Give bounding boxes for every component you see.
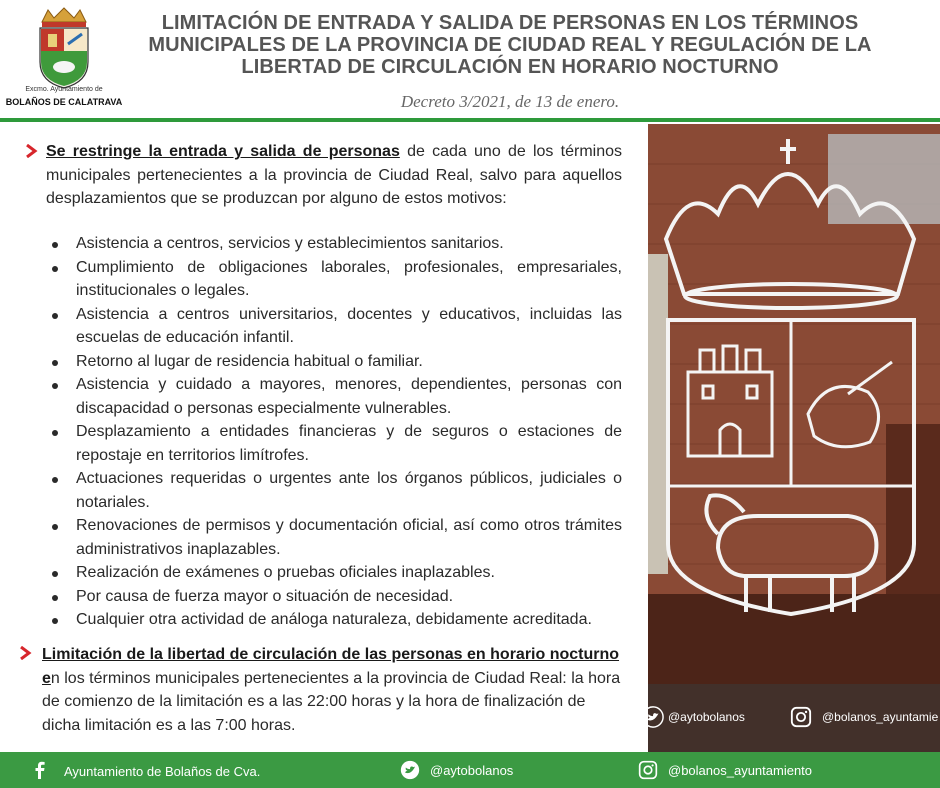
- list-item: Actuaciones requeridas o urgentes ante los órganos públicos, judiciales o notariales.: [46, 467, 622, 514]
- instagram-link[interactable]: @bolanos_ayuntamiento: [668, 763, 813, 778]
- town-hall-photo: [648, 124, 940, 752]
- title-line: MUNICIPALES DE LA PROVINCIA DE CIUDAD REAL Y REGULACIÓN DE LA: [148, 34, 872, 56]
- title-line: LIBERTAD DE CIRCULACIÓN EN HORARIO NOCTURNO: [241, 56, 779, 78]
- main-content: [0, 124, 648, 752]
- list-item: Por causa de fuerza mayor o situación de necesidad.: [46, 585, 622, 609]
- list-item: Retorno al lugar de residencia habitual o familiar.: [46, 350, 622, 374]
- footer: [0, 752, 940, 788]
- restriction-paragraph: [46, 140, 622, 211]
- curfew-heading: Limitación de la libertad de circulación de las personas en horario nocturno e: [42, 646, 620, 687]
- restriction-heading: Se restringe la entrada y salida de personas: [46, 143, 400, 160]
- logo-caption: Excmo. Ayuntamiento de: [25, 86, 103, 93]
- chevron-right-icon: [18, 646, 32, 660]
- list-item: Asistencia y cuidado a mayores, menores, dependientes, personas con discapacidad o personas especialmente vulnerables.: [46, 373, 622, 420]
- decree-subtitle: Decreto 3/2021, de 13 de enero.: [400, 92, 620, 111]
- list-item: Realización de exámenes o pruebas oficiales inaplazables.: [46, 561, 622, 585]
- header: [0, 0, 940, 120]
- list-item: Asistencia a centros universitarios, docentes y educativos, incluidas las escuelas de educación infantil.: [46, 303, 622, 350]
- curfew-paragraph: [42, 643, 622, 737]
- restriction-text: de cada uno de los términos municipales pertenecientes a la provincia de Ciudad Real, salvo para aquellos desplazamientos que se produzcan por alguno de estos motivos:: [46, 143, 622, 207]
- municipality-name: BOLAÑOS DE CALATRAVA: [5, 97, 123, 107]
- instagram-icon: [790, 706, 812, 728]
- photo-twitter-handle: @aytobolanos: [668, 710, 745, 724]
- twitter-icon[interactable]: [400, 760, 420, 780]
- photo-instagram-handle: @bolanos_ayuntamie: [822, 710, 939, 724]
- facebook-link[interactable]: Ayuntamiento de Bolaños de Cva.: [64, 764, 261, 779]
- title-line: LIMITACIÓN DE ENTRADA Y SALIDA DE PERSONAS EN LOS TÉRMINOS: [161, 12, 859, 34]
- facebook-icon[interactable]: [30, 760, 50, 780]
- list-item: Renovaciones de permisos y documentación oficial, así como otros trámites administrativos inaplazables.: [46, 514, 622, 561]
- list-item: Asistencia a centros, servicios y establecimientos sanitarios.: [46, 232, 622, 256]
- list-item: Cumplimiento de obligaciones laborales, profesionales, empresariales, institucionales o legales.: [46, 256, 622, 303]
- instagram-icon[interactable]: [638, 760, 658, 780]
- divider: [0, 118, 940, 122]
- twitter-icon: [648, 706, 664, 728]
- chevron-right-icon: [24, 144, 38, 158]
- twitter-link[interactable]: @aytobolanos: [430, 763, 514, 778]
- curfew-text: n los términos municipales pertenecientes a la provincia de Ciudad Real: la hora de comienzo de la limitación es a las 22:00 horas y la hora de finalización de dicha limitación es a las 7:00 horas.: [42, 669, 621, 734]
- reasons-list: [46, 232, 622, 632]
- list-item: Cualquier otra actividad de análoga naturaleza, debidamente acreditada.: [46, 608, 622, 632]
- list-item: Desplazamiento a entidades financieras y de seguros o estaciones de repostaje en territorios limítrofes.: [46, 420, 622, 467]
- page-title: [140, 12, 880, 78]
- coat-of-arms-on-building-image: [648, 124, 940, 752]
